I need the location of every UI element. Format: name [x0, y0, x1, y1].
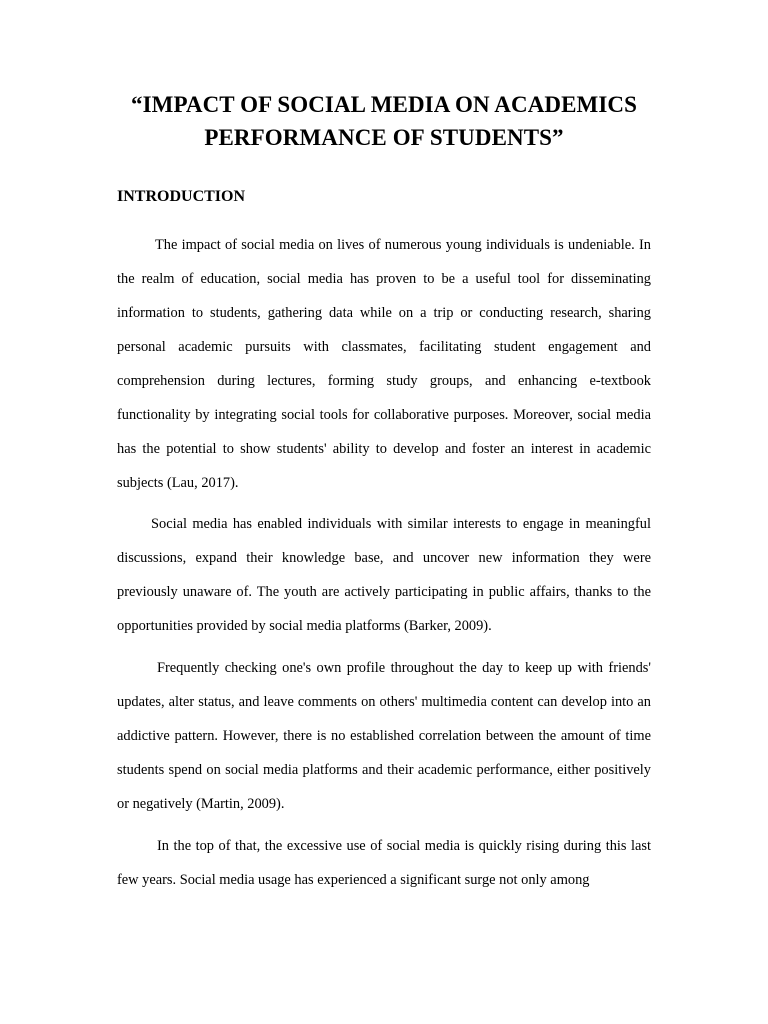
paragraph-2: Social media has enabled individuals with similar interests to engage in meaningful discussions, expand their knowledge base, and uncover new information they were previously unaware of. The youth are actively participating in public affairs, thanks to the opportunities provided by social media platforms (Barker, 2009).: [117, 516, 651, 634]
paragraph-1: The impact of social media on lives of numerous young individuals is undeniable. In the realm of education, social media has proven to be a useful tool for disseminating information to students, gathering data while on a trip or conducting research, sharing personal academic pursuits with classmates, facilitating student engagement and comprehension during lectures, forming study groups, and enhancing e-textbook functionality by integrating social tools for collaborative purposes. Moreover, social media has the potential to show students' ability to develop and foster an interest in academic subjects (Lau, 2017).: [117, 237, 651, 491]
paragraph-3: Frequently checking one's own profile throughout the day to keep up with friends' updates, alter status, and leave comments on others' multimedia content can develop into an addictive pattern. However, there is no established correlation between the amount of time students spend on social media platforms and their academic performance, either positively or negatively (Martin, 2009).: [117, 660, 651, 812]
section-heading-introduction: INTRODUCTION: [117, 188, 246, 205]
paragraph-4: In the top of that, the excessive use of social media is quickly rising during this last few years. Social media usage has experienced a significant surge not only among: [117, 838, 651, 888]
document-title: “IMPACT OF SOCIAL MEDIA ON ACADEMICS PERFORMANCE OF STUDENTS”: [130, 92, 638, 150]
